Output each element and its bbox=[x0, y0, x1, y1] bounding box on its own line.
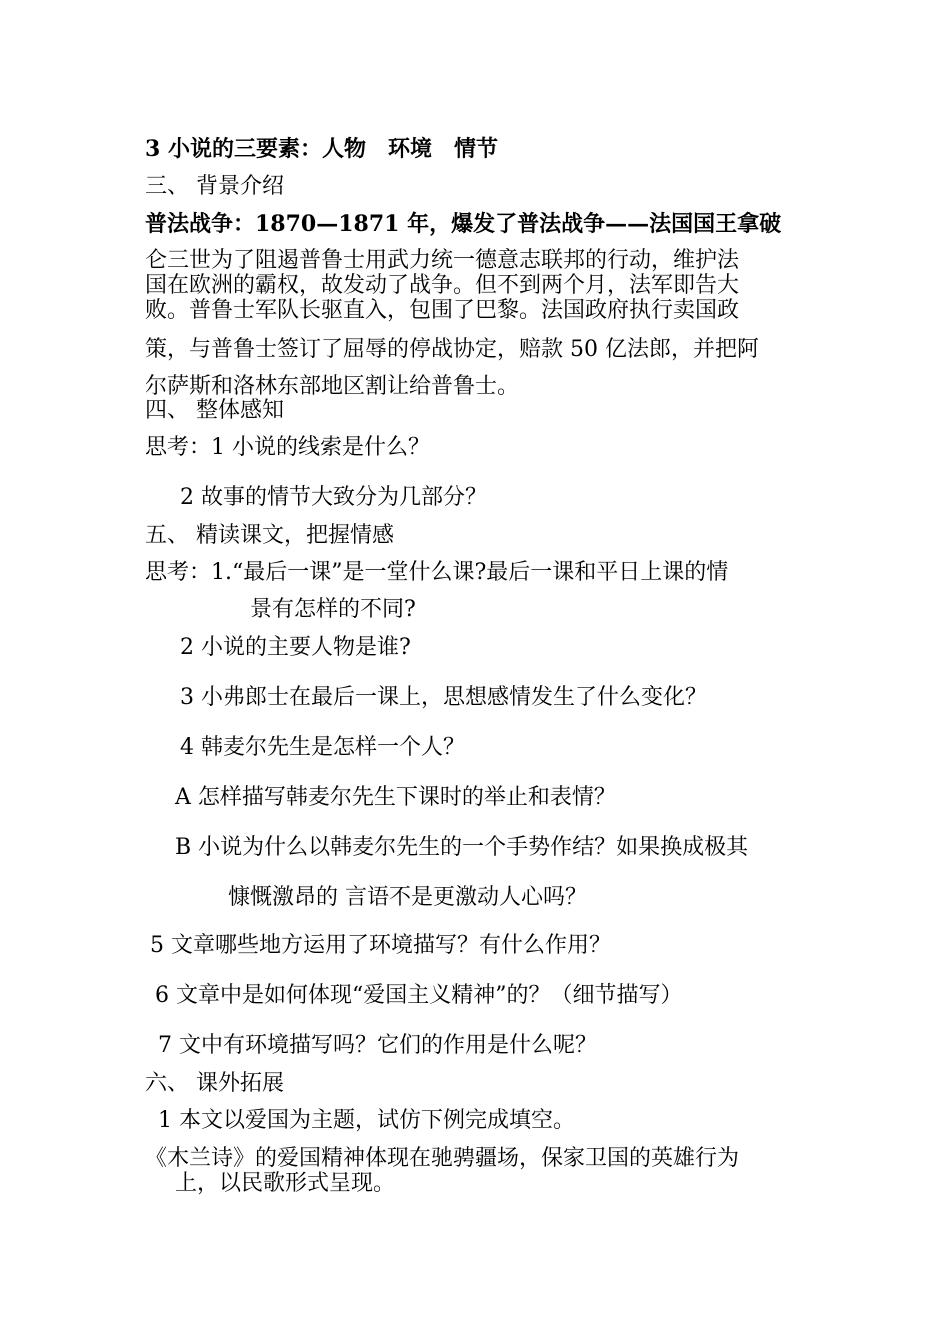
exercise-item: 1 本文以爱国为主题，试仿下例完成填空。 bbox=[158, 1108, 575, 1133]
sub-question-item: B 小说为什么以韩麦尔先生的一个手势作结？如果换成极其 bbox=[175, 835, 749, 860]
section-5-heading: 五、 精读课文，把握情感 bbox=[145, 523, 394, 548]
question-item: 思考：1.“最后一课”是一堂什么课?最后一课和平日上课的情 bbox=[145, 560, 729, 585]
background-paragraph-line: 败。普鲁士军队长驱直入，包围了巴黎。法国政府执行卖国政 bbox=[145, 298, 740, 323]
question-item: 6 文章中是如何体现“爱国主义精神”的？（细节描写） bbox=[155, 983, 683, 1008]
question-item: 2 故事的情节大致分为几部分？ bbox=[180, 485, 487, 510]
background-paragraph-line: 国在欧洲的霸权，故发动了战争。但不到两个月，法军即告大 bbox=[145, 273, 740, 298]
sub-question-item-continued: 慷慨激昂的 言语不是更激动人心吗？ bbox=[228, 885, 587, 910]
background-paragraph-line: 尔萨斯和洛林东部地区割让给普鲁士。 bbox=[145, 374, 520, 399]
question-item: 3 小弗郎士在最后一课上，思想感情发生了什么变化？ bbox=[180, 685, 707, 710]
background-paragraph-line: 策，与普鲁士签订了屈辱的停战协定，赔款 50 亿法郎，并把阿 bbox=[145, 337, 759, 362]
elements-line: 3 小说的三要素：人物 环境 情节 bbox=[145, 136, 498, 162]
question-item: 思考：1 小说的线索是什么？ bbox=[145, 435, 430, 460]
section-3-heading: 三、 背景介绍 bbox=[145, 174, 284, 199]
background-paragraph-line: 普法战争：1870—1871 年，爆发了普法战争——法国国王拿破 bbox=[145, 211, 782, 237]
question-item-continued: 景有怎样的不同? bbox=[250, 597, 416, 622]
example-line-continued: 上，以民歌形式呈现。 bbox=[175, 1171, 396, 1196]
question-item: 4 韩麦尔先生是怎样一个人？ bbox=[180, 735, 465, 760]
sub-question-item: A 怎样描写韩麦尔先生下课时的举止和表情？ bbox=[175, 785, 616, 810]
example-line: 《木兰诗》的爱国精神体现在驰骋疆场，保家卫国的英雄行为 bbox=[145, 1146, 740, 1171]
question-item: 2 小说的主要人物是谁? bbox=[180, 635, 411, 660]
section-4-heading: 四、 整体感知 bbox=[145, 398, 284, 423]
background-paragraph-line: 仑三世为了阻遏普鲁士用武力统一德意志联邦的行动，维护法 bbox=[145, 248, 740, 273]
question-item: 5 文章哪些地方运用了环境描写？有什么作用？ bbox=[150, 933, 611, 958]
question-item: 7 文中有环境描写吗？它们的作用是什么呢？ bbox=[158, 1033, 597, 1058]
section-6-heading: 六、 课外拓展 bbox=[145, 1071, 284, 1096]
